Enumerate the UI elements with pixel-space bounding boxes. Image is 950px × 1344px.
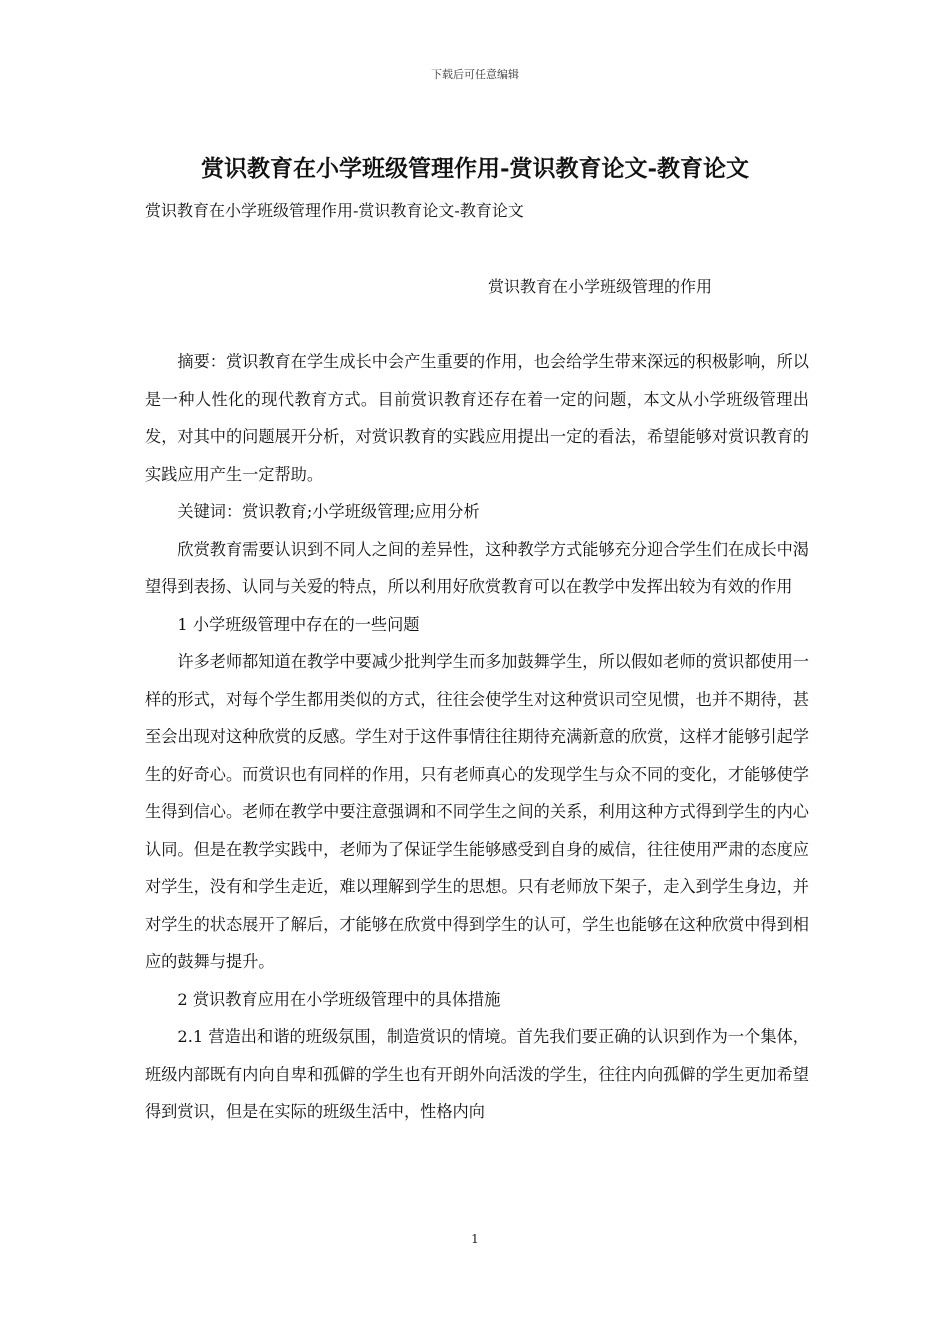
abstract-paragraph: 摘要：赏识教育在学生成长中会产生重要的作用，也会给学生带来深远的积极影响，所以是一种人性化的现代教育方式。目前赏识教育还存在着一定的问题，本文从小学班级管理出发，对其中的问题展开分析，对赏识教育的实践应用提出一定的看法，希望能够对赏识教育的实践应用产生一定帮助。	[145, 352, 809, 484]
page-number: 1	[471, 1232, 479, 1246]
section-heading-2: 2 赏识教育应用在小学班级管理中的具体措施	[177, 989, 501, 1009]
section-2-1-paragraph: 2.1 营造出和谐的班级氛围，制造赏识的情境。首先我们要正确的认识到作为一个集体，班级内部既有内向自卑和孤僻的学生也有开朗外向活泼的学生，往往内向孤僻的学生更加希望得到赏识，但是在实际的班级生活中，性格内向	[145, 1027, 809, 1121]
keywords-paragraph: 关键词：赏识教育;小学班级管理;应用分析	[177, 502, 480, 521]
body-text	[145, 343, 809, 1131]
intro-paragraph: 欣赏教育需要认识到不同人之间的差异性，这种教学方式能够充分迎合学生们在成长中渴望得到表扬、认同与关爱的特点，所以利用好欣赏教育可以在教学中发挥出较为有效的作用	[145, 539, 809, 596]
section-1-paragraph: 许多老师都知道在教学中要减少批判学生而多加鼓舞学生，所以假如老师的赏识都使用一样的形式，对每个学生都用类似的方式，往往会使学生对这种赏识司空见惯，也并不期待，甚至会出现对这种欣赏的反感。学生对于这件事情往往期待充满新意的欣赏，这样才能够引起学生的好奇心。而赏识也有同样的作用，只有老师真心的发现学生与众不同的变化，才能够使学生得到信心。老师在教学中要注意强调和不同学生之间的关系，利用这种方式得到学生的内心认同。但是在教学实践中，老师为了保证学生能够感受到自身的威信，往往使用严肃的态度应对学生，没有和学生走近，难以理解到学生的思想。只有老师放下架子，走入到学生身边，并对学生的状态展开了解后，才能够在欣赏中得到学生的认可，学生也能够在这种欣赏中得到相应的鼓舞与提升。	[145, 652, 809, 971]
page-header-note: 下载后可任意编辑	[431, 68, 519, 81]
document-subtitle: 赏识教育在小学班级管理作用-赏识教育论文-教育论文	[145, 201, 524, 220]
document-title: 赏识教育在小学班级管理作用-赏识教育论文-教育论文	[200, 155, 750, 182]
section-heading-1: 1 小学班级管理中存在的一些问题	[177, 614, 420, 634]
article-heading: 赏识教育在小学班级管理的作用	[488, 277, 713, 296]
